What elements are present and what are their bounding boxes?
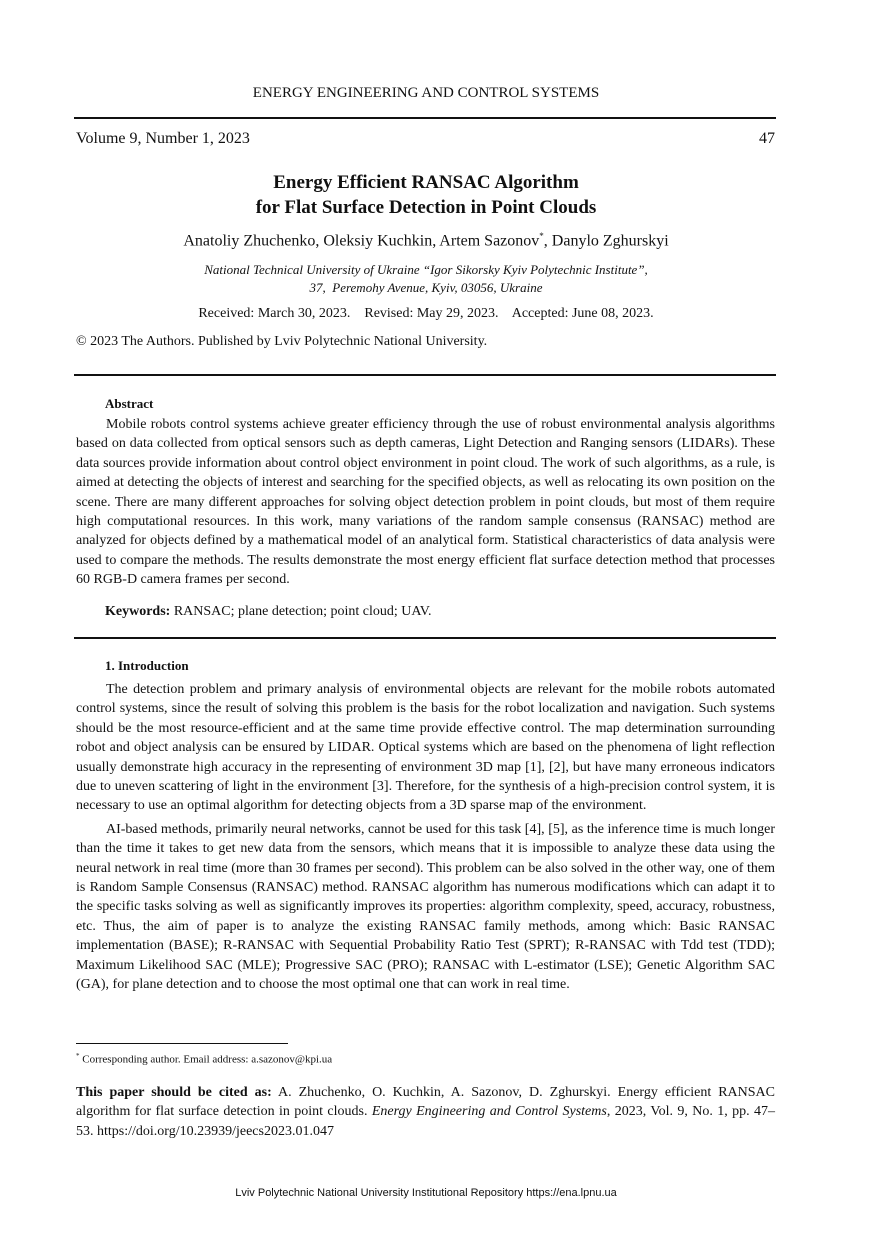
abstract-top-rule bbox=[74, 374, 776, 376]
authors-text: Anatoliy Zhuchenko, Oleksiy Kuchkin, Artem Sazonov bbox=[183, 232, 540, 250]
footnote-mark: * bbox=[76, 1052, 80, 1060]
page-number: 47 bbox=[759, 130, 775, 147]
repository-footer: Lviv Polytechnic National University Institutional Repository https://ena.lpnu.ua bbox=[235, 1187, 617, 1199]
keywords-list: RANSAC; plane detection; point cloud; UAV. bbox=[170, 604, 432, 619]
citation-text-end: , 2023, Vol. 9, No. 1, pp. 47–53. https://doi.org/10.23939/jeecs2023.01.047 bbox=[76, 1104, 775, 1139]
volume-info: Volume 9, Number 1, 2023 bbox=[76, 130, 250, 147]
corresponding-mark: * bbox=[539, 231, 544, 241]
footnote-rule bbox=[76, 1043, 288, 1044]
citation-label: This paper should be cited as: bbox=[76, 1085, 272, 1100]
paragraph: AI-based methods, primarily neural networks, cannot be used for this task [4], [5], as the inference time is much longer than the time it takes to get new data from the sensors, which means that it is impossible to analyze these data using the neural network in real time (more than 30 frames per second). This problem can be also solved in the other way, one of them is Random Sample Consensus (RANSAC) method. RANSAC algorithm has numerous modifications which can adapt it to the specific tasks solving as well as significantly improves its properties: algorithm complexity, speed, accuracy, robustness, etc. Thus, the aim of paper is to analyze the existing RANSAC family methods, among which: Basic RANSAC implementation (BASE); R-RANSAC with Sequential Probability Ratio Test (SPRT); R-RANSAC with Tdd test (TDD); Maximum Likelihood SAC (MLE); Progressive SAC (PRO); RANSAC with L-estimator (LSE); Genetic Algorithm SAC (GA), for plane detection and to choose the most optimal one that can work in real time. bbox=[76, 821, 775, 993]
journal-header: ENERGY ENGINEERING AND CONTROL SYSTEMS bbox=[252, 85, 600, 101]
keywords-label: Keywords: bbox=[105, 604, 171, 619]
title-line-2: for Flat Surface Detection in Point Clouds bbox=[255, 197, 597, 218]
header-rule bbox=[74, 117, 776, 119]
introduction-body bbox=[76, 680, 775, 995]
citation-text: A. Zhuchenko, O. Kuchkin, A. Sazonov, D. Zghurskyi. Energy efficient RANSAC algorithm for flat surface detection in point clouds. bbox=[76, 1085, 776, 1120]
abstract-bottom-rule bbox=[74, 637, 776, 639]
affiliation-line-2: 37, Peremohy Avenue, Kyiv, 03056, Ukraine bbox=[309, 280, 543, 295]
authors-text-end: , Danylo Zghurskyi bbox=[543, 232, 669, 250]
footnote-text: Corresponding author. Email address: a.sazonov@kpi.ua bbox=[79, 1053, 333, 1066]
keywords bbox=[105, 604, 432, 620]
citation bbox=[76, 1083, 775, 1141]
abstract-text: Mobile robots control systems achieve greater efficiency through the use of robust environmental analysis algorithms based on data collected from optical sensors such as depth cameras, Light Detection and Ranging sensors (LIDARs). These data sources provide information about control object environment in point cloud. The work of such algorithms, as a rule, is aimed at detecting the objects of interest and searching for the specified objects, as well as relocating its own position on the scene. There are many different approaches for solving object detection problem in point clouds, but most of them require high computational resources. In this work, many variations of the random sample consensus (RANSAC) method are analyzed for objects defined by a mathematical model of an analytical form. Statistical characteristics of data analysis were used to compare the methods. The results demonstrate the most energy efficient flat surface detection method that processes 60 RGB-D camera frames per second. bbox=[76, 417, 775, 588]
abstract-heading: Abstract bbox=[105, 396, 154, 411]
copyright: © 2023 The Authors. Published by Lviv Polytechnic National University. bbox=[76, 334, 488, 349]
section-heading: 1. Introduction bbox=[105, 658, 189, 673]
affiliation bbox=[76, 261, 776, 297]
dates: Received: March 30, 2023. Revised: May 29, 2023. Accepted: June 08, 2023. bbox=[198, 306, 654, 321]
citation-journal: Energy Engineering and Control Systems bbox=[371, 1104, 607, 1120]
footnote bbox=[76, 1052, 332, 1066]
paragraph: The detection problem and primary analysis of environmental objects are relevant for the mobile robots automated control systems, since the result of solving this problem is the basis for the robot localization and navigation. Such systems should be the most resource-efficient and at the same time provide effective control. The map determination surrounding robot and object analysis can be ensured by LIDAR. Optical systems which are based on the phenomena of light reflection usually demonstrate high accuracy in the representing of environment 3D map [1], [2], but have many erroneous indicators due to uneven scattering of light in the environment [3]. Therefore, for the synthesis of a high-precision control system, it is necessary to use an optimal algorithm for detecting objects from a 3D sparse map of the environment. bbox=[76, 682, 775, 814]
title-line-1: Energy Efficient RANSAC Algorithm bbox=[273, 172, 579, 193]
affiliation-line-1: National Technical University of Ukraine “Igor Sikorsky Kyiv Polytechnic Institute”, bbox=[204, 262, 648, 277]
authors bbox=[76, 231, 776, 250]
paper-title bbox=[76, 170, 776, 220]
